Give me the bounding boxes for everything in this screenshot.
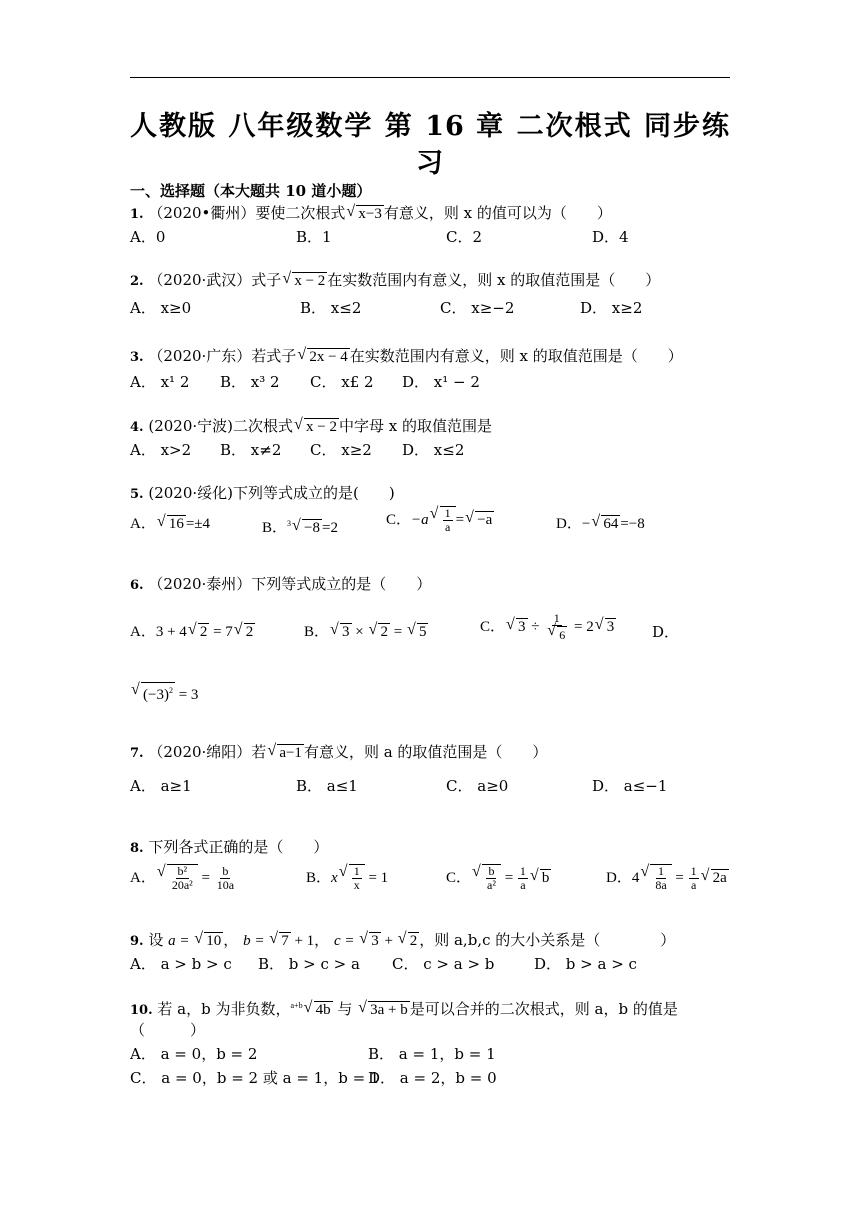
option-d: D．4 <box>592 228 629 246</box>
question-number: 9. <box>130 934 144 949</box>
option-c: C．−a √ $\frac{1}{a}$ =√ −a <box>386 506 494 534</box>
question-number: 6. <box>130 578 144 593</box>
option-a: A．3 + 4√ 2 = 7√ 2 <box>130 622 255 642</box>
option-a: A．√ 16 =±4 <box>130 514 210 534</box>
option-d: D． a≤−1 <box>592 777 668 795</box>
question-number: 10. <box>130 1003 153 1018</box>
option-c: C． √ $\frac{b}{\text{a²}}$ = $\frac{1}{a}$ √ b <box>446 864 551 892</box>
option-c: C． x≥2 <box>310 441 372 459</box>
option-b: B．1 <box>296 228 332 246</box>
radical: √ x − 2 <box>294 417 339 437</box>
option-c: C． a = 0，b = 2 或 a = 1，b = 1 <box>130 1069 380 1087</box>
option-a: A．0 <box>130 228 166 246</box>
option-d: D． x¹ − 2 <box>402 373 480 391</box>
option-d-expression: √ $(-3)^2 = 3$ <box>130 682 198 705</box>
option-d: D． b > a > c <box>534 955 637 973</box>
question-number: 8. <box>130 841 144 856</box>
radical: √ a−1 <box>267 743 304 763</box>
option-a: A． a = 0，b = 2 <box>130 1045 258 1063</box>
radical: √ x−3 <box>346 204 383 224</box>
section-heading: 一、选择题（本大题共 10 道小题） <box>130 182 372 200</box>
question-4: 4. (2020·宁波)二次根式√ x − 2 中字母 x 的取值范围是 <box>130 416 492 438</box>
option-b: B．$^3$√ −8 =2 <box>262 514 338 538</box>
option-b: B． x≠2 <box>220 441 282 459</box>
option-b: B． a = 1，b = 1 <box>368 1045 496 1063</box>
question-6: 6. （2020·泰州）下列等式成立的是（ ） <box>130 575 432 593</box>
option-b: B． a≤1 <box>296 777 358 795</box>
option-c: C． a≥0 <box>446 777 509 795</box>
question-1: 1. （2020•衢州）要使二次根式√ x−3 有意义，则 x 的值可以为（ ） <box>130 203 612 225</box>
option-c: C． x≥−2 <box>440 299 515 317</box>
option-b: B．√ 3 × √ 2 = √ 5 <box>304 622 428 642</box>
question-number: 3. <box>130 350 144 365</box>
question-number: 1. <box>130 207 144 222</box>
question-5: 5. (2020·绥化)下列等式成立的是( ) <box>130 484 395 502</box>
option-a: A． x¹ 2 <box>130 373 190 391</box>
question-8: 8. 下列各式正确的是（ ） <box>130 838 329 856</box>
option-a: A． x≥0 <box>130 299 192 317</box>
option-c: C．√ 3 ÷ 1 √ 6 = 2√ 3 <box>480 612 616 643</box>
option-a: A． √ $\frac{\text{b²}}{\text{20a²}}$ = $\frac{b}{10a}$ <box>130 864 237 892</box>
top-rule <box>130 77 730 78</box>
question-7: 7. （2020·绵阳）若√ a−1 有意义，则 a 的取值范围是（ ） <box>130 742 547 764</box>
option-b: B． x≤2 <box>300 299 362 317</box>
option-a: A． x>2 <box>130 441 192 459</box>
option-b: B． x³ 2 <box>220 373 280 391</box>
question-9: 9. 设 a = √ 10 ， b = √ 7 + 1， c = √ 3 + √ 2 ，则 a,b,c 的大小关系是（ ） <box>130 930 675 952</box>
question-2: 2. （2020·武汉）式子√ x − 2 在实数范围内有意义，则 x 的取值范围是（ ） <box>130 270 660 292</box>
question-number: 4. <box>130 420 144 435</box>
option-d: D． x≤2 <box>402 441 465 459</box>
question-10-paren: （ ） <box>130 1021 206 1039</box>
option-d: D． x≥2 <box>580 299 643 317</box>
radical: √ 2x − 4 <box>297 347 349 367</box>
question-number: 5. <box>130 487 144 502</box>
page-title: 人教版 八年级数学 第 16 章 二次根式 同步练习 <box>130 111 730 179</box>
question-number: 2. <box>130 274 144 289</box>
option-a: A． a≥1 <box>130 777 192 795</box>
option-a: A． a > b > c <box>130 955 232 973</box>
option-d: D． a = 2，b = 0 <box>368 1069 497 1087</box>
option-b: B． b > c > a <box>258 955 360 973</box>
option-c: C． c > a > b <box>392 955 495 973</box>
question-3: 3. （2020·广东）若式子√ 2x − 4 在实数范围内有意义，则 x 的取值范围是（ ） <box>130 346 683 368</box>
radical: √ x − 2 <box>282 271 327 291</box>
option-c: C． x£ 2 <box>310 373 374 391</box>
option-c: C．2 <box>446 228 483 246</box>
option-b: B．x √ $\frac{1}{x}$ = 1 <box>306 864 388 892</box>
option-d: D．4 √ $\frac{1}{8a}$ = $\frac{1}{a}$ √ 2a <box>606 864 729 892</box>
question-10: 10. 若 a，b 为非负数，$^{a+b}$√ 4b 与 √ 3a + b 是可以合并的二次根式，则 a，b 的值是 <box>130 996 678 1021</box>
option-d: D．−√ 64 =−8 <box>556 514 645 534</box>
question-number: 7. <box>130 746 144 761</box>
option-d: D． <box>652 623 680 641</box>
